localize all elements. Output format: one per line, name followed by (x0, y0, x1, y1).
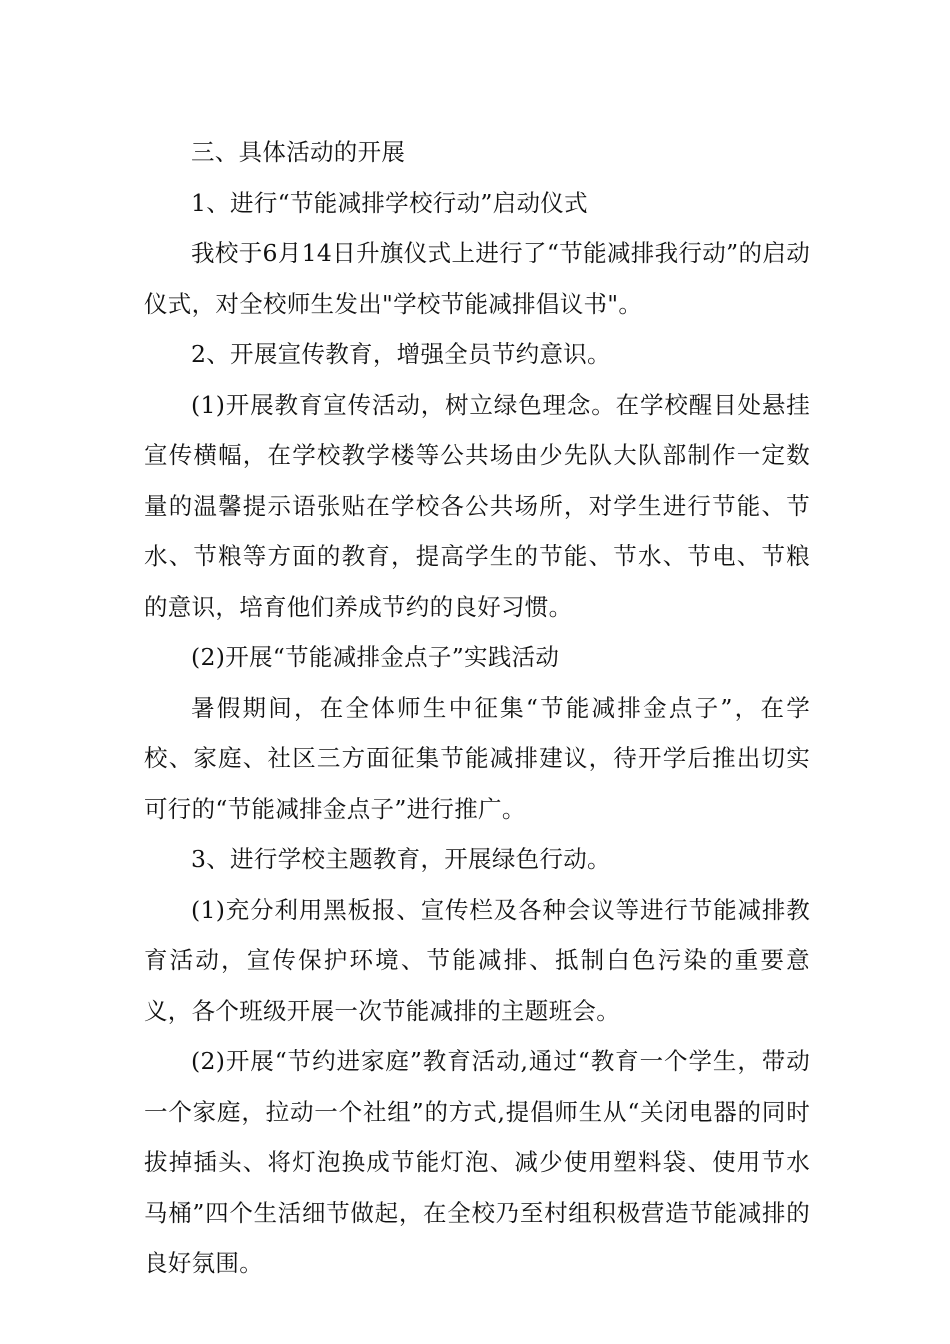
paragraph-golden-ideas: 暑假期间，在全体师生中征集“节能减排金点子”，在学校、家庭、社区三方面征集节能减排建议，待开学后推出切实可行的“节能减排金点子”进行推广。 (144, 693, 810, 823)
paragraph-launch-ceremony: 我校于6月14日升旗仪式上进行了“节能减排我行动”的启动仪式，对全校师生发出"学校节能减排倡议书"。 (144, 239, 810, 318)
paragraph-propaganda: (1)开展教育宣传活动，树立绿色理念。在学校醒目处悬挂宣传横幅，在学校教学楼等公共场由少先队大队部制作一定数量的温馨提示语张贴在学校各公共场所，对学生进行节能、节水、节粮等方面的教育，提高学生的节能、节水、节电、节粮的意识，培育他们养成节约的良好习惯。 (144, 390, 810, 621)
sub-heading-golden-ideas: (2)开展“节能减排金点子”实践活动 (191, 643, 560, 671)
paragraph-family: (2)开展“节约进家庭”教育活动,通过“教育一个学生，带动一个家庭，拉动一个社组”的方式,提倡师生从“关闭电器的同时拔掉插头、将灯泡换成节能灯泡、减少使用塑料袋、使用节水马桶”四个生活细节做起，在全校乃至村组积极营造节能减排的良好氛围。 (144, 1047, 810, 1277)
item-heading-2: 2、开展宣传教育，增强全员节约意识。 (191, 340, 611, 368)
section-heading: 三、具体活动的开展 (191, 138, 406, 166)
document-body (144, 127, 810, 1289)
paragraph-blackboard: (1)充分利用黑板报、宣传栏及各种会议等进行节能减排教育活动，宣传保护环境、节能减排、抵制白色污染的重要意义，各个班级开展一次节能减排的主题班会。 (144, 895, 810, 1025)
item-heading-3: 3、进行学校主题教育，开展绿色行动。 (191, 845, 611, 873)
item-heading-1: 1、进行“节能减排学校行动”启动仪式 (191, 188, 588, 217)
